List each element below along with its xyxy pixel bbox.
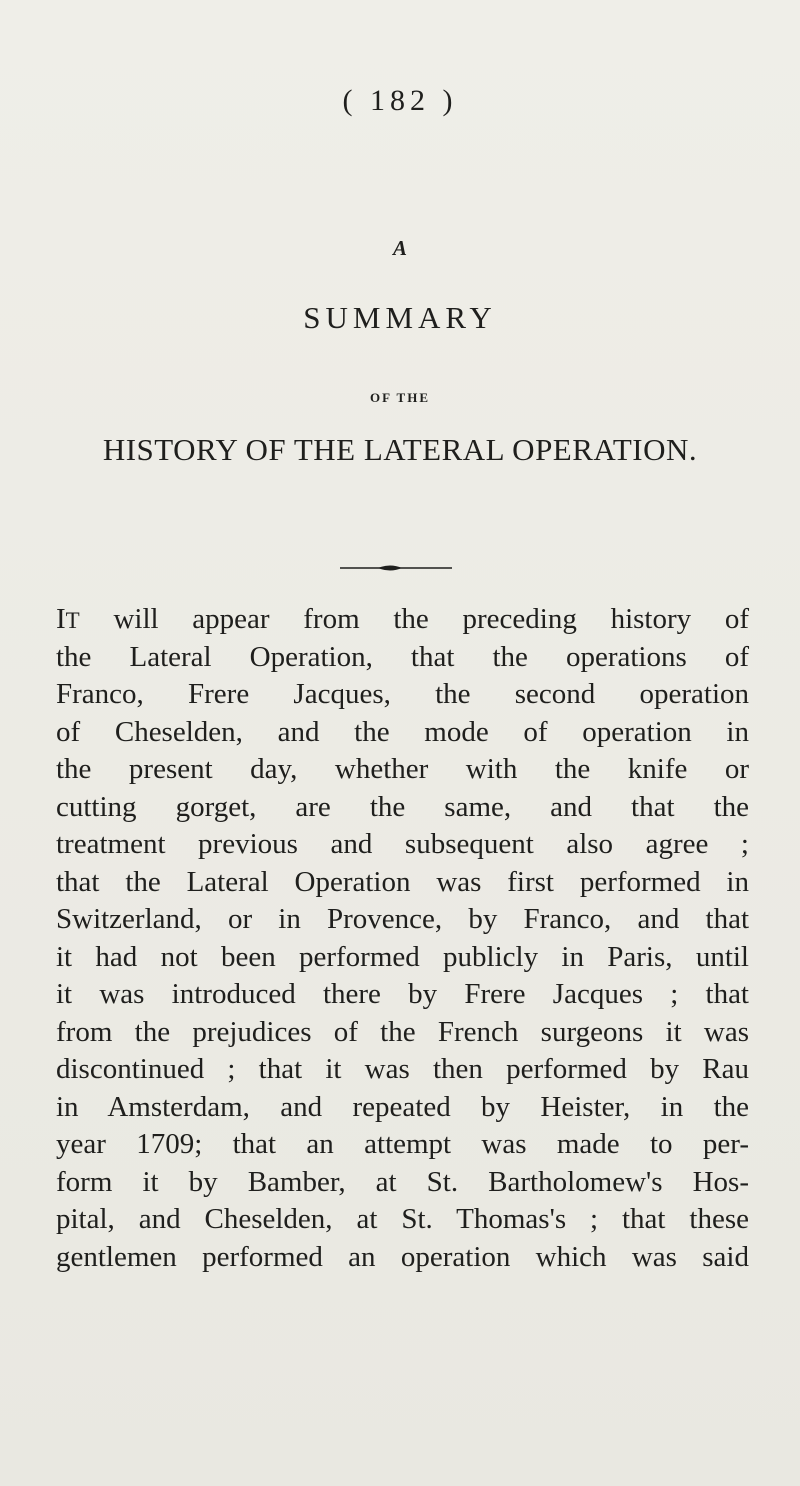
heading-subtitle: HISTORY OF THE LATERAL OPERATION. xyxy=(102,432,698,467)
drop-word: I xyxy=(56,603,66,635)
text-line: pital, and Cheselden, at St. Thomas's ; that these xyxy=(56,1203,749,1235)
text-line: cutting gorget, are the same, and that the xyxy=(56,790,749,823)
text-line: treatment previous and subsequent also agree ; xyxy=(56,828,749,860)
text-line: the Lateral Operation, that the operations of xyxy=(56,640,749,673)
text-line: in Amsterdam, and repeated by Heister, in the xyxy=(56,1090,749,1123)
drop-word-tail: T xyxy=(65,608,80,633)
text-line: of Cheselden, and the mode of operation in xyxy=(56,715,749,748)
body-paragraph xyxy=(56,601,749,1276)
text-line: it was introduced there by Frere Jacques ; that xyxy=(56,978,749,1010)
heading-article: A xyxy=(392,236,407,260)
text-line: discontinued ; that it was then performed by Rau xyxy=(56,1053,749,1085)
text-line: year 1709; that an attempt was made to per- xyxy=(56,1128,749,1160)
ornamental-rule xyxy=(340,562,452,574)
text-line: the present day, whether with the knife or xyxy=(56,753,749,785)
text-line: it had not been performed publicly in Paris, until xyxy=(56,940,749,973)
text-line: Switzerland, or in Provence, by Franco, and that xyxy=(56,903,749,935)
page-number: ( 182 ) xyxy=(342,84,458,117)
text-line: gentlemen performed an operation which was said xyxy=(56,1240,749,1273)
text-line: IT will appear from the preceding history of xyxy=(56,603,749,635)
heading-connector: OF THE xyxy=(369,390,431,405)
text-line: form it by Bamber, at St. Bartholomew's Hos- xyxy=(56,1165,749,1198)
heading-title: SUMMARY xyxy=(303,300,497,335)
text-line: that the Lateral Operation was first performed in xyxy=(56,865,749,898)
text-line: from the prejudices of the French surgeons it was xyxy=(56,1015,749,1048)
text-line: Franco, Frere Jacques, the second operation xyxy=(56,678,749,710)
